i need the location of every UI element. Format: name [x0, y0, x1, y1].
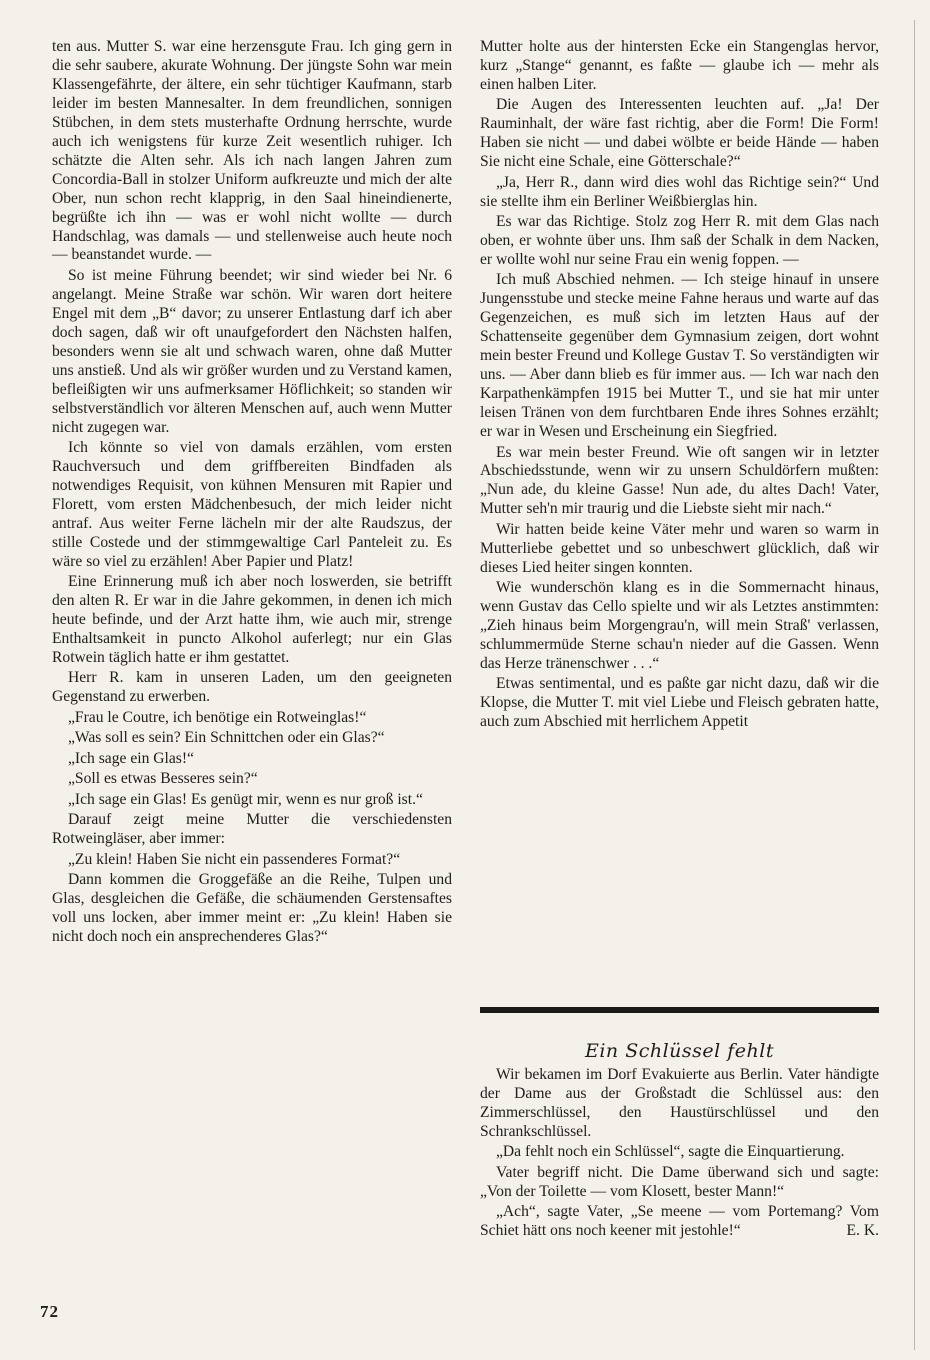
paragraph: Es war mein bester Freund. Wie oft sangen wir in letzter Abschiedsstunde, wenn wir zu unsern Schuldörfern mußten: „Nun ade, du kleine Gasse! Nun ade, du altes Dach! Vater, Mutter seh'n mir traurig und die Liebste sieht mir nach.“: [480, 443, 879, 518]
paragraph: ten aus. Mutter S. war eine herzensgute Frau. Ich ging gern in die sehr saubere, akurate Wohnung. Der jüngste Sohn war mein Klassengefährte, der ältere, ein sehr tüchtiger Kaufmann, starb leider im besten Mannesalter. In dem freundlichen, sonnigen Stübchen, in dem stets musterhafte Ordnung herrschte, wurde auch ich wenigstens für kurze Zeit wesentlich ruhiger. Ich schätzte die Alten sehr. Als ich nach langen Jahren zum Concordia-Ball in stolzer Uniform aufkreuzte und mich der alte Ober, nun schon recht klapprig, in den Saal hineindienerte, begrüßte ich ihn — was er wohl nicht wollte — durch Handschlag, was damals — und stellenweise auch heute noch — beanstandet wurde. —: [52, 38, 452, 264]
paragraph-text: „Ach“, sagte Vater, „Se meene — vom Portemang? Vom Schiet hätt ons noch keener mit jestohle!“: [480, 1203, 879, 1240]
paragraph: Wie wunderschön klang es in die Sommernacht hinaus, wenn Gustav das Cello spielte und wir als Letztes anstimmten: „Zieh hinaus beim Morgengrau'n, will mein Straß' verlassen, schlummermüde Sterne schau'n nieder auf die Gassen. Wenn das Herze tränenschwer . . .“: [480, 579, 879, 672]
paragraph: „Ich sage ein Glas! Es genügt mir, wenn es nur groß ist.“: [68, 790, 423, 808]
paragraph: Etwas sentimental, und es paßte gar nicht dazu, daß wir die Klopse, die Mutter T. mit viel Liebe und Fleisch gebraten hatte, auch zum Abschied mit herrlichem Appetit: [480, 675, 879, 731]
paragraph: [480, 1203, 879, 1241]
paragraph: „Was soll es sein? Ein Schnittchen oder ein Glas?“: [68, 729, 385, 747]
section-divider: [480, 1007, 879, 1013]
paragraph: Vater begriff nicht. Die Dame überwand sich und sagte: „Von der Toilette — vom Klosett, bester Mann!“: [480, 1163, 879, 1200]
paragraph: „Ja, Herr R., dann wird dies wohl das Richtige sein?“ Und sie stellte ihm ein Berliner Weißbierglas hin.: [480, 173, 879, 210]
anecdote-box: [480, 1066, 879, 1243]
right-text-column: [480, 38, 879, 734]
paragraph: „Zu klein! Haben Sie nicht ein passenderes Format?“: [68, 850, 401, 868]
page-number: 72: [40, 1302, 59, 1321]
paragraph: Wir hatten beide keine Väter mehr und waren so warm in Mutterliebe gebettet und so unbeschwert glücklich, daß wir dieses Lied heiter singen konnten.: [480, 520, 879, 576]
paragraph: Die Augen des Interessenten leuchten auf. „Ja! Der Rauminhalt, der wäre fast richtig, aber die Form! Die Form! Haben sie nicht — und dabei wölbte er beide Hände — haben Sie nicht eine Schale, eine Götterschale?“: [480, 96, 879, 171]
paragraph: Ich könnte so viel von damals erzählen, vom ersten Rauchversuch und dem griffbereiten Bindfaden als notwendiges Requisit, von kühnen Mensuren mit Rapier und Florett, vom ersten Mädchenbesuch, der mich leider nicht antraf. Aus weiter Ferne lächeln mir der alte Raudszus, der stille Costede und der stimmgewaltige Carl Panteleit zu. Es wäre so viel zu erzählen! Aber Papier und Platz!: [52, 439, 452, 570]
anecdote-title: Ein Schlüssel fehlt: [584, 1040, 775, 1062]
paragraph: „Da fehlt noch ein Schlüssel“, sagte die Einquartierung.: [496, 1143, 845, 1161]
paragraph: „Soll es etwas Besseres sein?“: [68, 770, 258, 788]
paragraph: Wir bekamen im Dorf Evakuierte aus Berlin. Vater händigte der Dame aus der Großstadt die Schlüssel aus: den Zimmerschlüssel, den Haustürschlüssel und den Schrankschlüssel.: [480, 1066, 879, 1140]
paragraph: „Frau le Coutre, ich benötige ein Rotweinglas!“: [68, 708, 367, 726]
paragraph: Mutter holte aus der hintersten Ecke ein Stangenglas hervor, kurz „Stange“ genannt, es faßte — glaube ich — mehr als einen halben Liter.: [480, 38, 879, 93]
page-edge-line: [914, 20, 915, 1350]
paragraph: „Ich sage ein Glas!“: [68, 749, 194, 767]
left-text-column: [52, 38, 452, 948]
paragraph: Es war das Richtige. Stolz zog Herr R. mit dem Glas nach oben, er wohnte über uns. Ihm saß der Schalk in dem Nacken, er wollte wohl nur seine Frau ein wenig foppen. —: [480, 213, 879, 268]
author-signature: E. K.: [846, 1222, 879, 1240]
paragraph: Herr R. kam in unseren Laden, um den geeigneten Gegenstand zu erwerben.: [52, 669, 452, 706]
paragraph: Dann kommen die Groggefäße an die Reihe, Tulpen und Glas, desgleichen die Gefäße, die schäumenden Gerstensaftes voll uns locken, aber immer meint er: „Zu klein! Haben sie nicht doch noch ein ansprechenderes Glas?“: [52, 870, 452, 945]
paragraph: Darauf zeigt meine Mutter die verschiedensten Rotweingläser, aber immer:: [52, 811, 452, 848]
paragraph: So ist meine Führung beendet; wir sind wieder bei Nr. 6 angelangt. Meine Straße war schön. Wir waren dort heitere Engel mit dem „B“ davor; zu unserer Entlastung darf ich aber doch sagen, daß wir oft unaufgefordert den Nächsten halfen, besonders wenn sie alt und schwach waren, ohne daß Mutter uns anstieß. Und als wir größer wurden und zu Verstand kamen, befleißigten wir uns aufmerksamer Höflichkeit; so standen wir selbstverständlich vor älteren Menschen auf, auch wenn Mutter nicht zugegen war.: [52, 266, 452, 436]
paragraph: Eine Erinnerung muß ich aber noch loswerden, sie betrifft den alten R. Er war in die Jahre gekommen, in denen ich mich heute befinde, und der Arzt hatte ihm, wie auch mir, strenge Enthaltsamkeit in puncto Alkohol auferlegt; nur ein Glas Rotwein täglich hatte er ihm gestattet.: [52, 573, 452, 666]
paragraph: Ich muß Abschied nehmen. — Ich steige hinauf in unsere Jungensstube und stecke meine Fahne heraus und warte auf das Gegenzeichen, es muß sich im letzten Haus auf der Schattenseite gegenüber dem Gymnasium zeigen, dort wohnt mein bester Freund und Kollege Gustav T. So verständigten wir uns. — Aber dann blieb es für immer aus. — Ich war nach den Karpathenkämpfen 1915 bei Mutter T., und sie hat mir unter leisen Tränen von dem furchtbaren Ende ihres Sohnes erzählt; er war in Wesen und Erscheinung ein Siegfried.: [480, 271, 879, 441]
